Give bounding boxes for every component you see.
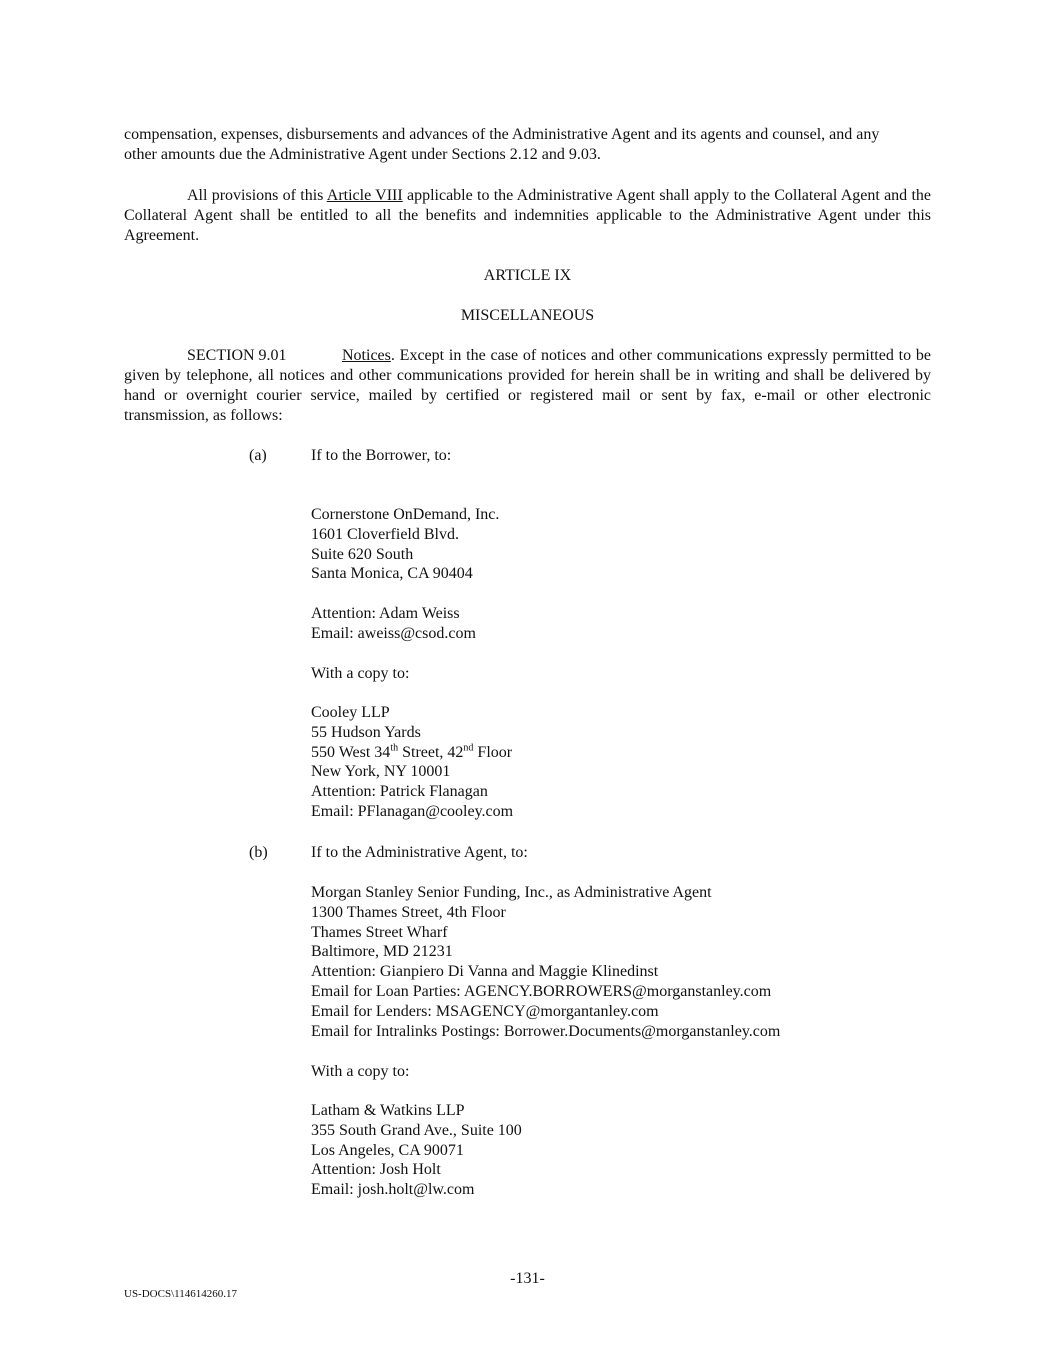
cooley-line: 55 Hudson Yards xyxy=(311,723,421,741)
cooley-line: Email: PFlanagan@cooley.com xyxy=(311,802,514,820)
item-a-text: If to the Borrower, to: xyxy=(311,447,452,464)
borrower-copy-label: With a copy to: xyxy=(311,665,410,682)
cooley-line: New York, NY 10001 xyxy=(311,763,451,781)
collateral-paragraph-post: applicable to the Administrative Agent shall apply to the Collateral Agent and the Collateral Agent shall be entitled to all the benefits and indemnities applicable to the Administrative Agent under this Agreement. xyxy=(124,187,932,244)
collateral-paragraph-pre: All provisions of this xyxy=(187,187,327,204)
agent-address-line: Email for Lenders: MSAGENCY@morgantanley.com xyxy=(311,1002,659,1020)
latham-line: Email: josh.holt@lw.com xyxy=(311,1181,475,1199)
agent-address xyxy=(311,883,780,1041)
cooley-street-ordinal: th xyxy=(390,742,399,754)
agent-address-line: Thames Street Wharf xyxy=(311,923,448,941)
collateral-agent-paragraph xyxy=(124,186,931,246)
agent-address-line: Email for Intralinks Postings: Borrower.Documents@morganstanley.com xyxy=(311,1022,781,1040)
latham-line: Latham & Watkins LLP xyxy=(311,1102,465,1119)
continuation-line-2: other amounts due the Administrative Agent under Sections 2.12 and 9.03. xyxy=(124,146,601,163)
section-heading: Notices xyxy=(342,347,391,364)
latham-line: Los Angeles, CA 90071 xyxy=(311,1141,464,1159)
continuation-paragraph xyxy=(124,125,931,165)
cooley-address xyxy=(311,703,513,822)
borrower-address xyxy=(311,505,499,584)
agent-address-line: Attention: Gianpiero Di Vanna and Maggie Klinedinst xyxy=(311,963,659,981)
borrower-address-line: Cornerstone OnDemand, Inc. xyxy=(311,506,500,523)
agent-address-line: Baltimore, MD 21231 xyxy=(311,943,453,961)
cooley-street-line xyxy=(311,743,513,763)
item-b-label: (b) xyxy=(249,844,268,861)
item-a-label: (a) xyxy=(249,447,267,464)
continuation-line-1: compensation, expenses, disbursements and advances of the Administrative Agent and its agents and counsel, and any xyxy=(124,126,880,143)
latham-address xyxy=(311,1101,522,1200)
borrower-address-line: 1601 Cloverfield Blvd. xyxy=(311,525,459,543)
section-9-01-paragraph xyxy=(124,346,931,426)
agent-address-line: 1300 Thames Street, 4th Floor xyxy=(311,903,506,921)
agent-copy-label: With a copy to: xyxy=(311,1063,410,1080)
borrower-attention: Attention: Adam Weiss xyxy=(311,605,460,622)
item-b-text: If to the Administrative Agent, to: xyxy=(311,844,528,861)
borrower-contact xyxy=(311,604,476,644)
cooley-floor-ordinal: nd xyxy=(463,742,474,754)
cooley-street-part: 550 West 34 xyxy=(311,743,391,761)
borrower-address-line: Suite 620 South xyxy=(311,545,414,563)
latham-line: Attention: Josh Holt xyxy=(311,1161,441,1179)
section-number: SECTION 9.01 xyxy=(187,347,287,364)
section-body: . Except in the case of notices and other communications expressly permitted to be given by telephone, all notices and other communications provided for herein shall be in writing and shall be delivered by hand or overnight courier service, mailed by certified or registered mail or sent by fax, e-mail or other electronic transmission, as follows: xyxy=(124,347,931,424)
cooley-street-part: Floor xyxy=(473,743,513,761)
page-number: -131- xyxy=(510,1270,545,1287)
article-number: ARTICLE IX xyxy=(483,267,572,284)
article-viii-reference: Article VIII xyxy=(326,187,403,204)
article-title: MISCELLANEOUS xyxy=(460,307,595,324)
borrower-email: Email: aweiss@csod.com xyxy=(311,624,476,642)
cooley-line: Attention: Patrick Flanagan xyxy=(311,783,488,801)
document-id: US-DOCS\114614260.17 xyxy=(124,1288,237,1300)
agent-address-line: Morgan Stanley Senior Funding, Inc., as Administrative Agent xyxy=(311,884,712,901)
agent-address-line: Email for Loan Parties: AGENCY.BORROWERS@morganstanley.com xyxy=(311,982,772,1000)
borrower-address-line: Santa Monica, CA 90404 xyxy=(311,565,473,583)
cooley-line: Cooley LLP xyxy=(311,704,390,721)
latham-line: 355 South Grand Ave., Suite 100 xyxy=(311,1121,522,1139)
cooley-street-part: Street, 42 xyxy=(398,743,464,761)
